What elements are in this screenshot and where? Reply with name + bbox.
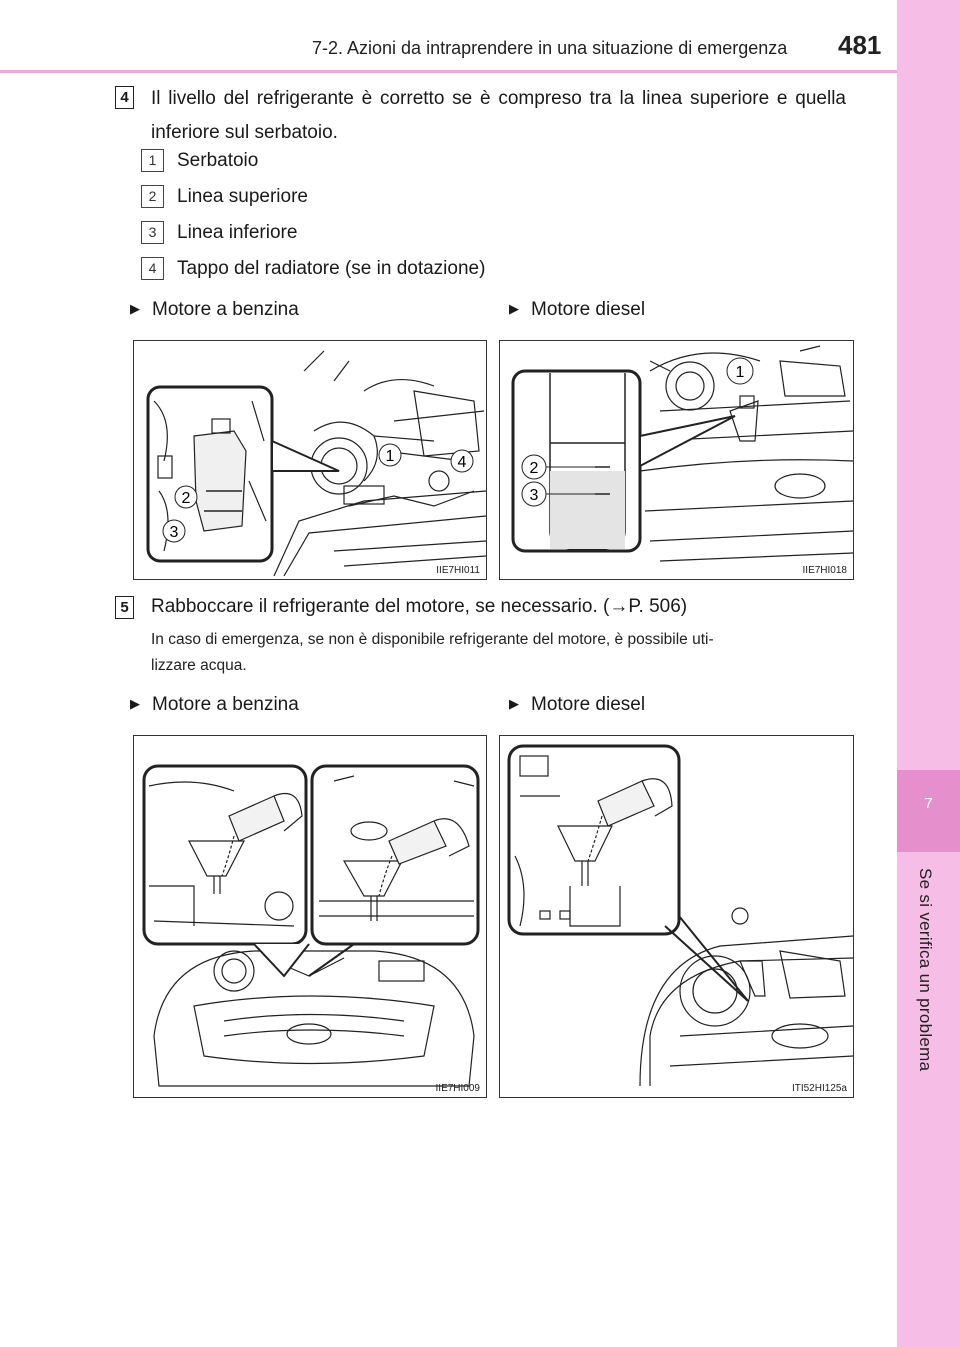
figure-code: ITI52HI125a [791,1083,847,1094]
figure-petrol-reservoir [133,340,487,580]
step-4-text: Il livello del refrigerante è corretto se è compreso tra la linea superiore e quella inferiore sul serbatoio. [151,88,846,143]
item-number-3: 3 [141,221,164,244]
callout-3: 3 [529,487,539,504]
note-line: In caso di emergenza, se non è disponibile refrigerante del motore, è possibile uti- [151,631,714,648]
item-label-linea-inferiore: Linea inferiore [177,222,298,243]
sub-heading-petrol-text: Motore a benzina [152,694,299,715]
callout-1: 1 [735,364,745,381]
callout-1: 1 [385,448,395,465]
engine-bay-illustration [500,341,853,579]
sub-heading-petrol [130,299,299,321]
engine-bay-illustration [134,341,486,579]
figure-code: IIE7HI011 [436,565,480,576]
callout-3: 3 [169,524,179,541]
triangle-bullet-icon: ▶ [509,696,519,711]
triangle-bullet-icon: ▶ [130,696,140,711]
triangle-bullet-icon: ▶ [130,301,140,316]
sub-heading-diesel [509,299,645,321]
header-divider [0,70,897,73]
item-label-linea-superiore: Linea superiore [177,186,308,207]
triangle-bullet-icon: ▶ [509,301,519,316]
figure-diesel-refill [499,735,854,1098]
refill-illustration [500,736,853,1097]
item-number-2: 2 [141,185,164,208]
figure-code: IIE7HI009 [435,1083,480,1094]
step-5-note [151,627,851,679]
figure-code: IIE7HI018 [802,565,847,576]
note-line: lizzare acqua. [151,657,247,674]
sub-heading-diesel-text: Motore diesel [531,694,646,715]
page-number: 481 [838,30,882,60]
section-title: 7-2. Azioni da intraprendere in una situazione di emergenza [312,38,788,58]
callout-2: 2 [529,460,539,477]
item-number-4: 4 [141,257,164,280]
item-label-tappo-radiatore: Tappo del radiatore (se in dotazione) [177,258,486,279]
figure-diesel-reservoir [499,340,854,580]
sub-heading-diesel-text: Motore diesel [531,299,646,320]
chapter-number: 7 [924,795,933,812]
step-5-text: Rabboccare il refrigerante del motore, se necessario. (→P. 506) [151,596,688,617]
sub-heading-petrol-text: Motore a benzina [152,299,299,320]
item-label-serbatoio: Serbatoio [177,150,259,171]
callout-4: 4 [457,454,467,471]
callout-2: 2 [181,490,191,507]
figure-petrol-refill [133,735,487,1098]
chapter-title: Se si verifica un problema [916,868,935,1072]
step-4-badge: 4 [115,86,134,109]
item-number-1: 1 [141,149,164,172]
sub-heading-diesel [509,694,645,716]
refill-illustration [134,736,486,1097]
chapter-side-tab [897,0,960,1347]
step-5-badge: 5 [115,596,134,619]
sub-heading-petrol [130,694,299,716]
